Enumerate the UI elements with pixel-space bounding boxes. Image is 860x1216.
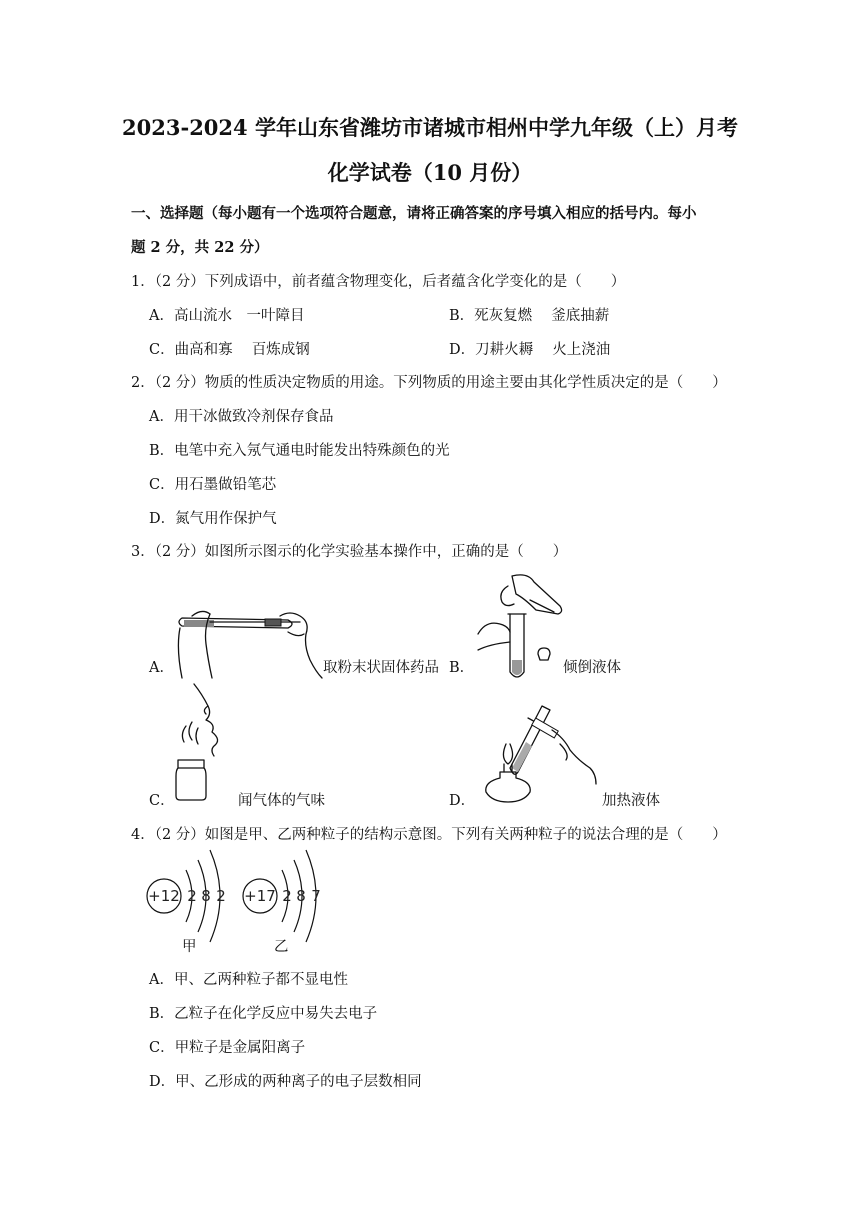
heating-liquid-illustration — [470, 698, 602, 808]
q3-option-a-caption: 取粉末状固体药品 — [323, 660, 439, 676]
page-title-line1: 2023-2024 学年山东省潍坊市诸城市相州中学九年级（上）月考 — [122, 115, 738, 140]
pouring-liquid-illustration — [472, 572, 567, 684]
page-title-line2: 化学试卷（10 月份） — [327, 160, 533, 185]
atom-jia-shell-3: 2 — [216, 887, 226, 905]
atom-jia-nucleus: +12 — [148, 887, 180, 905]
atom-jia-label: 甲 — [182, 939, 197, 955]
q2-option-c: C．用石墨做铅笔芯 — [149, 477, 277, 493]
atom-jia-shell-1: 2 — [187, 887, 197, 905]
q3-stem: 3．（2 分）如图所示图示的化学实验基本操作中，正确的是（ ） — [131, 544, 568, 560]
q1-option-b: B．死灰复燃 釜底抽薪 — [449, 308, 610, 324]
atom-yi-nucleus: +17 — [244, 887, 276, 905]
q2-stem: 2．（2 分）物质的性质决定物质的用途。下列物质的用途主要由其化学性质决定的是（ ） — [131, 375, 727, 391]
q1-option-a: A．高山流水 一叶障目 — [149, 308, 305, 324]
q4-option-b: B．乙粒子在化学反应中易失去电子 — [149, 1006, 378, 1022]
section-heading-line1: 一、选择题（每小题有一个选项符合题意，请将正确答案的序号填入相应的括号内。每小 — [131, 205, 697, 222]
atom-yi-label: 乙 — [274, 939, 289, 955]
atom-jia-shell-2: 8 — [201, 887, 211, 905]
q4-option-a: A．甲、乙两种粒子都不显电性 — [149, 972, 348, 988]
q1-option-c: C．曲高和寡 百炼成钢 — [149, 342, 310, 358]
q2-option-a: A．用干冰做致冷剂保存食品 — [149, 409, 334, 425]
atom-yi-shell-3: 7 — [311, 887, 321, 905]
q3-option-c-letter: C． — [149, 793, 175, 809]
particle-structure-diagram — [140, 846, 340, 956]
atom-yi — [243, 850, 321, 942]
q3-option-b-letter: B． — [449, 660, 475, 676]
atom-jia — [147, 850, 226, 942]
test-tube-powder-illustration — [170, 598, 325, 680]
q3-option-b-caption: 倾倒液体 — [563, 660, 621, 676]
atom-yi-shell-1: 2 — [282, 887, 292, 905]
q3-option-d-caption: 加热液体 — [602, 793, 660, 809]
q4-option-c: C．甲粒子是金属阳离子 — [149, 1040, 306, 1056]
q2-option-d: D．氮气用作保护气 — [149, 511, 277, 527]
smelling-gas-illustration — [172, 684, 244, 804]
q4-option-d: D．甲、乙形成的两种离子的电子层数相同 — [149, 1074, 422, 1090]
section-heading-line2: 题 2 分，共 22 分） — [131, 239, 269, 256]
atom-yi-shell-2: 8 — [296, 887, 306, 905]
q2-option-b: B．电笔中充入氖气通电时能发出特殊颜色的光 — [149, 443, 450, 459]
q3-option-a-letter: A． — [149, 660, 174, 676]
q3-option-d-letter: D． — [449, 793, 476, 809]
q3-option-c-caption: 闻气体的气味 — [238, 793, 325, 809]
q1-stem: 1．（2 分）下列成语中，前者蕴含物理变化，后者蕴含化学变化的是（ ） — [131, 274, 626, 290]
q1-option-d: D．刀耕火耨 火上浇油 — [449, 342, 611, 358]
q4-stem: 4．（2 分）如图是甲、乙两种粒子的结构示意图。下列有关两种粒子的说法合理的是（ ） — [131, 827, 727, 843]
